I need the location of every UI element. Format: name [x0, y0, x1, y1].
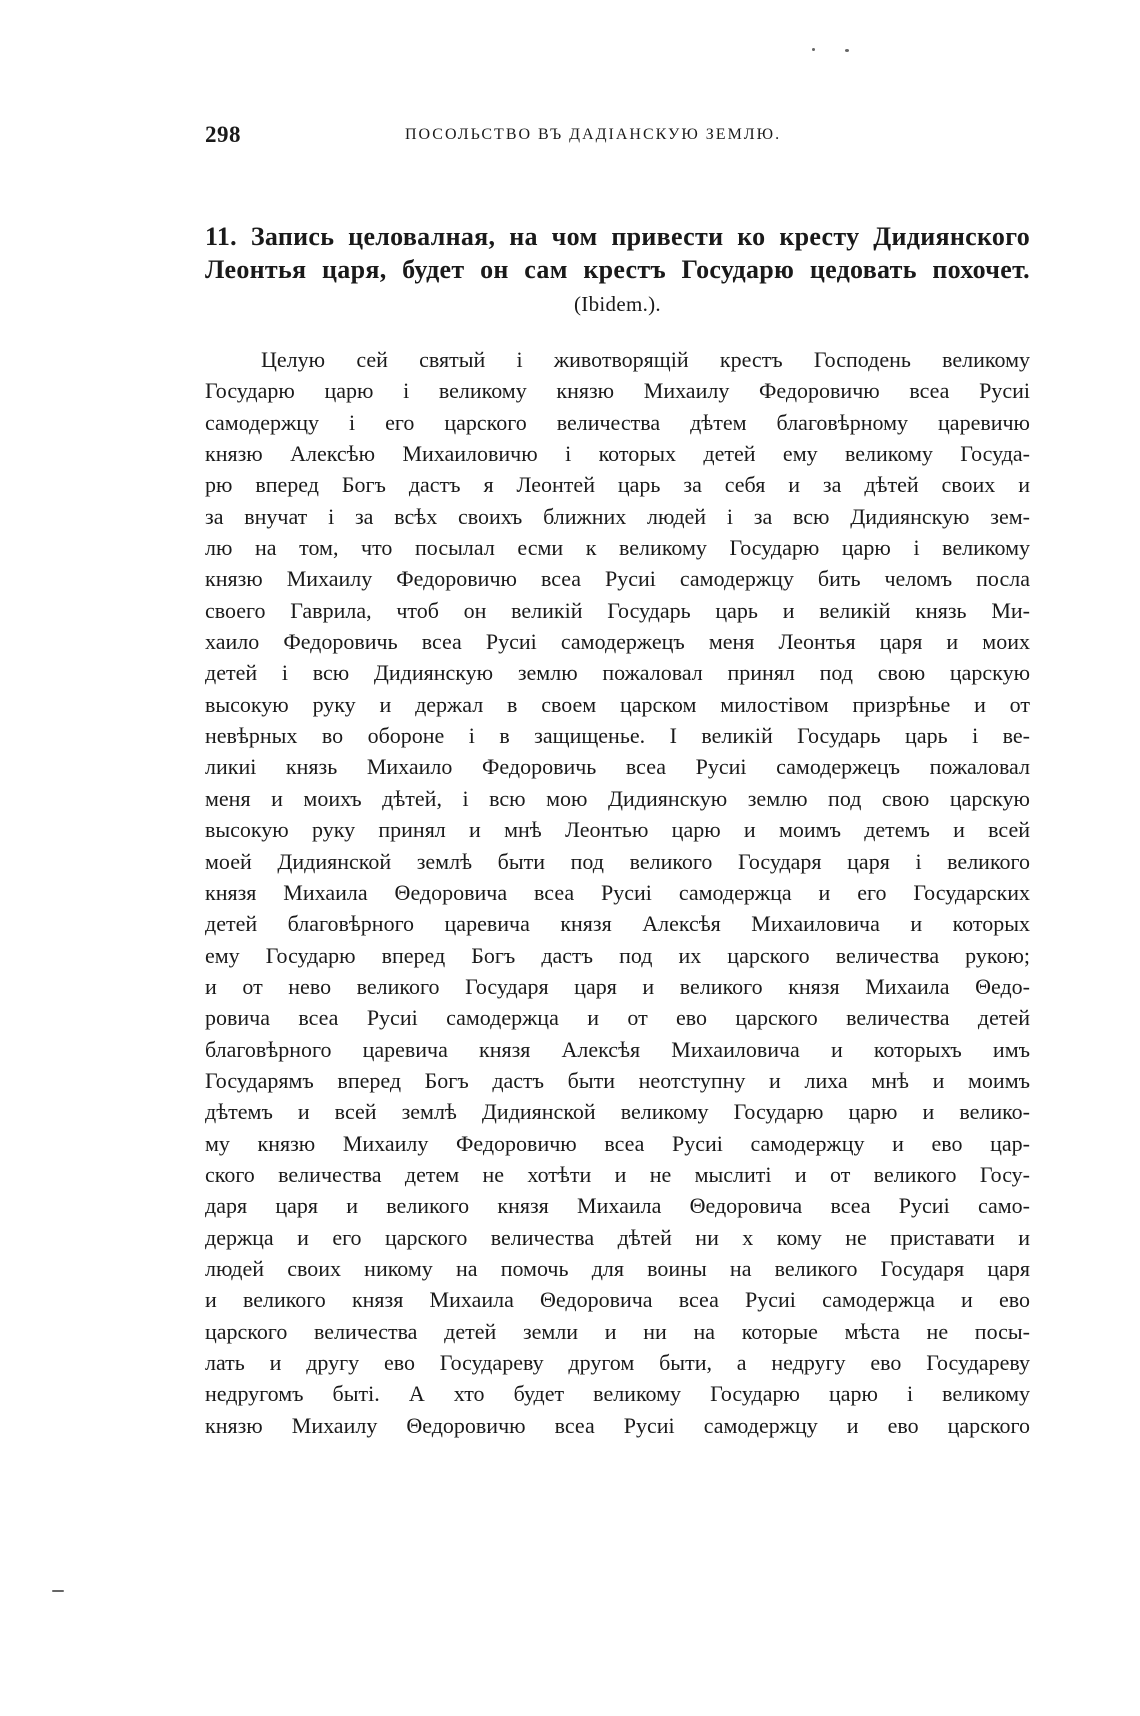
body-text — [205, 344, 1030, 1441]
text-line: за внучат і за всѣх своихъ ближних людей і за всю Дидиянскую зем- — [205, 503, 1030, 529]
text-line: и от нево великого Государя царя и великого князя Михаила Θедо- — [205, 973, 1030, 999]
text-line: недругомъ быті. А хто будет великому Государю царю і великому — [205, 1381, 1030, 1407]
text-line: невѣрных во обороне і в защищенье. І великій Государь царь і ве- — [205, 723, 1030, 749]
text-line: ликиі князь Михаило Федоровичь всеа Русиі самодержецъ пожаловал — [205, 754, 1030, 780]
text-line: рю вперед Богъ дастъ я Леонтей царь за себя и за дѣтей своих и — [205, 472, 1030, 498]
text-line: даря царя и великого князя Михаила Θедоровича всеа Русиі само- — [205, 1193, 1030, 1219]
scan-speck — [812, 48, 815, 51]
text-line: меня и моихъ дѣтей, і всю мою Дидиянскую землю под свою царскую — [205, 785, 1030, 811]
text-line: князю Алексѣю Михаиловичю і которых детей ему великому Госуда- — [205, 441, 1030, 467]
text-line: держца и его царского величества дѣтей ни х кому не приставати и — [205, 1224, 1030, 1250]
text-line: му князю Михаилу Федоровичю всеа Русиі самодержцу и ево цар- — [205, 1130, 1030, 1156]
text-line: ему Государю вперед Богъ дастъ под их царского величества рукою; — [205, 942, 1030, 968]
text-line: хаило Федоровичь всеа Русиі самодержецъ меня Леонтья царя и моих — [205, 629, 1030, 655]
text-line: моей Дидиянской землѣ быти под великого Государя царя і великого — [205, 848, 1030, 874]
text-line: Государю царю і великому князю Михаилу Федоровичю всеа Русиі — [205, 378, 1030, 404]
text-line: лать и другу ево Государеву другом быти, а недругу ево Государеву — [205, 1350, 1030, 1375]
text-line: высокую руку принял и мнѣ Леонтью царю и моимъ детемъ и всей — [205, 817, 1030, 843]
text-line: и великого князя Михаила Θедоровича всеа Русиі самодержца и ево — [205, 1287, 1030, 1313]
text-line: людей своих никому на помочь для воины на великого Государя царя — [205, 1255, 1030, 1281]
running-head — [205, 122, 1030, 158]
text-line: дѣтемъ и всей землѣ Дидиянской великому Государю царю и велико- — [205, 1099, 1030, 1125]
text-line: ровича всеа Русиі самодержца и от ево царского величества детей — [205, 1005, 1030, 1031]
scan-speck — [845, 49, 849, 52]
text-line: ского величества детем не хотѣти и не мыслиті и от великого Госу- — [205, 1161, 1030, 1187]
section-heading-text: 11. Запись целовалная, на чом привести ко кресту Дидиянского Леонтья царя, будет он сам крестъ Государю цедовать похочет. — [205, 222, 1030, 284]
text-line: Целую сей святый і животворящій крестъ Господень великому — [261, 347, 1030, 372]
text-line: князя Михаила Θедоровича всеа Русиі самодержца и его Государских — [205, 879, 1030, 905]
text-line: детей і всю Дидиянскую землю пожаловал принял под свою царскую — [205, 660, 1030, 686]
text-line: лю на том, что посылал есми к великому Государю царю і великому — [205, 535, 1030, 561]
text-line: своего Гаврила, чтоб он великій Государь царь и великій князь Ми- — [205, 597, 1030, 623]
text-line: благовѣрного царевича князя Алексѣя Михаиловича и которыхъ имъ — [205, 1036, 1030, 1062]
text-line: детей благовѣрного царевича князя Алексѣя Михаиловича и которых — [205, 911, 1030, 937]
page-number: 298 — [205, 122, 241, 147]
text-line: высокую руку и держал в своем царском милостівом призрѣнье и от — [205, 691, 1030, 717]
running-title: ПОСОЛЬСТВО ВЪ ДАДІАНСКУЮ ЗЕМЛЮ. — [405, 126, 782, 143]
text-line: царского величества детей земли и ни на которые мѣста не посы- — [205, 1318, 1030, 1344]
scan-speck — [52, 1590, 64, 1592]
text-line: князю Михаилу Федоровичю всеа Русиі самодержцу бить челомъ посла — [205, 566, 1030, 592]
text-line: самодержцу і его царского величества дѣтем благовѣрному царевичю — [205, 409, 1030, 435]
text-line: Государямъ вперед Богъ дастъ быти неотступну и лиха мнѣ и моимъ — [205, 1067, 1030, 1093]
section-heading — [205, 220, 1030, 321]
text-line: князю Михаилу Θедоровичю всеа Русиі самодержцу и ево царского — [205, 1412, 1030, 1438]
section-source: (Ibidem.). — [574, 292, 661, 316]
